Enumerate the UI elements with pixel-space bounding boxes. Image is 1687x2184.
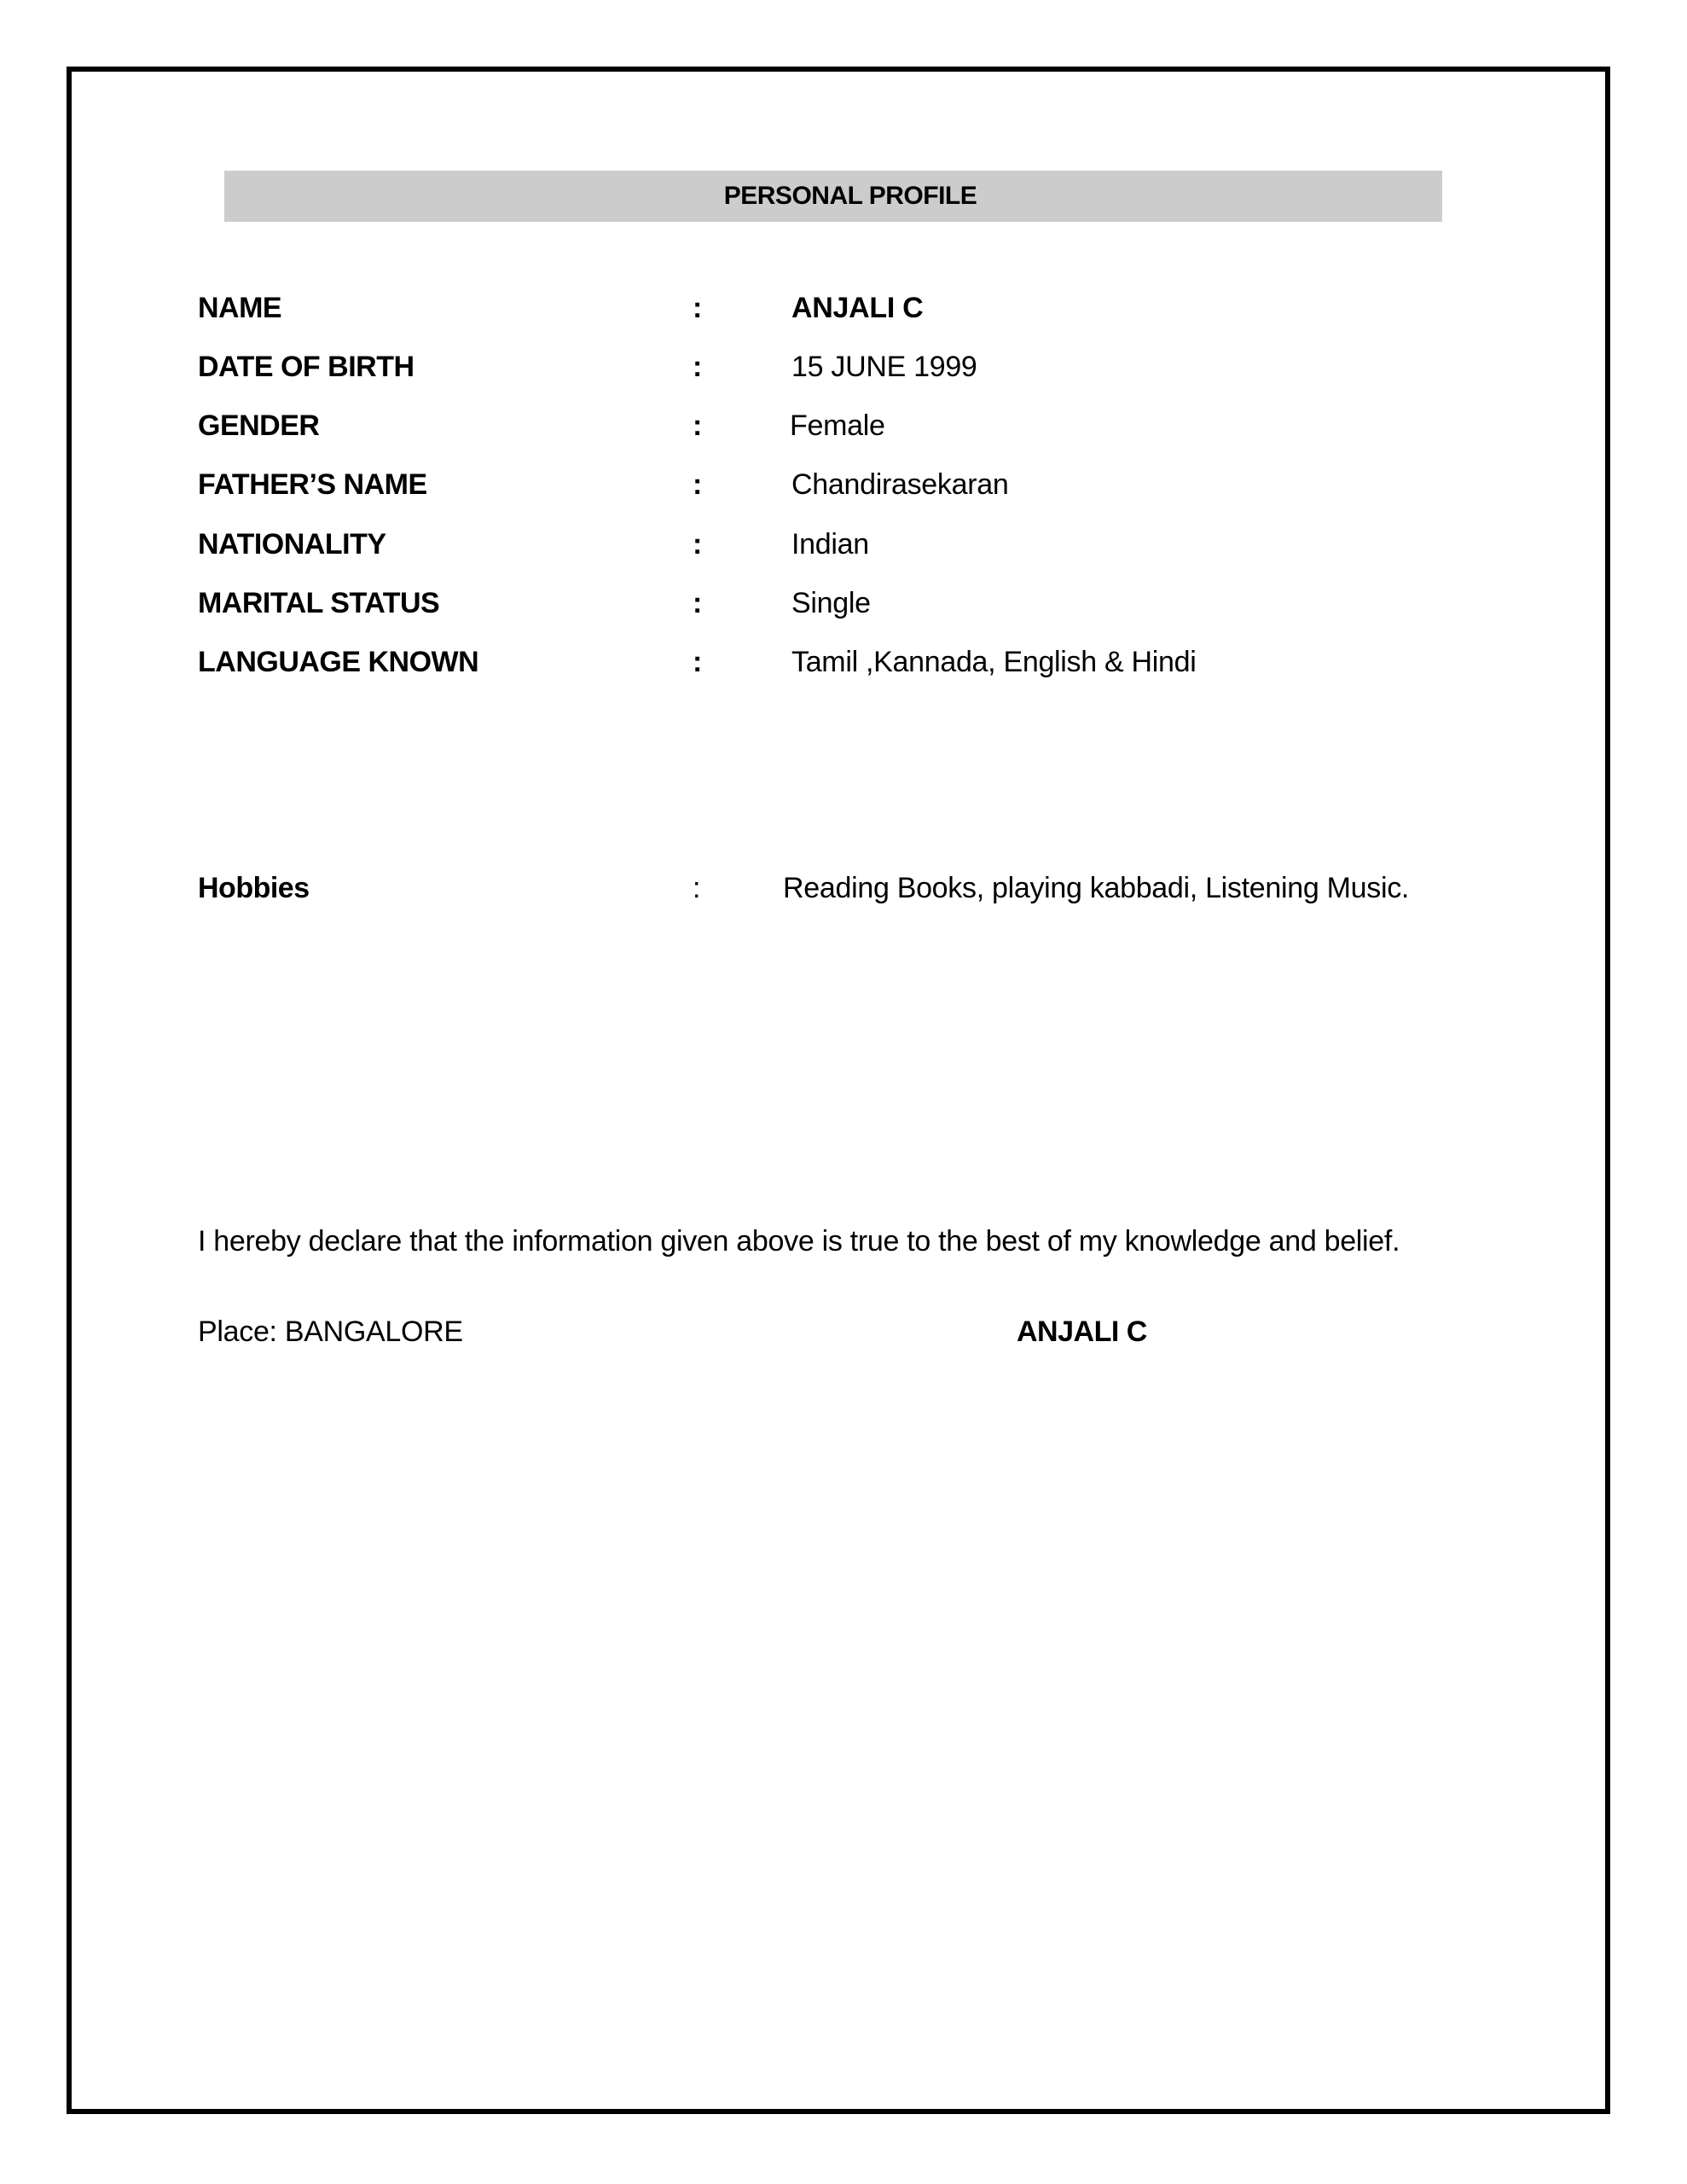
profile-row-gender xyxy=(0,410,1687,452)
field-label: LANGUAGE KNOWN xyxy=(198,646,479,678)
field-value: Chandirasekaran xyxy=(791,468,1009,501)
field-separator: : xyxy=(693,587,703,619)
field-label: MARITAL STATUS xyxy=(198,587,440,619)
hobbies-row xyxy=(0,872,1687,915)
hobbies-separator: : xyxy=(693,872,701,904)
profile-row-name xyxy=(0,292,1687,334)
field-separator: : xyxy=(693,351,703,383)
field-separator: : xyxy=(693,410,703,442)
section-title: PERSONAL PROFILE xyxy=(723,182,977,210)
profile-row-date-of-birth xyxy=(0,351,1687,393)
hobbies-label: Hobbies xyxy=(198,872,310,904)
field-value: Female xyxy=(790,410,885,442)
field-label: DATE OF BIRTH xyxy=(198,351,415,383)
field-separator: : xyxy=(693,292,703,324)
field-value: Single xyxy=(791,587,871,619)
field-separator: : xyxy=(693,646,703,678)
field-label: NATIONALITY xyxy=(198,528,386,561)
field-value: Indian xyxy=(791,528,869,561)
declaration-text: I hereby declare that the information given above is true to the best of my knowledge and belief. xyxy=(198,1225,1400,1258)
field-separator: : xyxy=(693,528,703,561)
field-label: GENDER xyxy=(198,410,320,442)
profile-row-language-known xyxy=(0,646,1687,688)
profile-row-nationality xyxy=(0,528,1687,571)
signature-name: ANJALI C xyxy=(1017,1316,1147,1348)
section-header-personal-profile xyxy=(224,171,1442,222)
field-value: Tamil ,Kannada, English & Hindi xyxy=(791,646,1197,678)
field-value: 15 JUNE 1999 xyxy=(791,351,977,383)
field-label: NAME xyxy=(198,292,282,324)
place-text: Place: BANGALORE xyxy=(198,1316,463,1348)
field-value: ANJALI C xyxy=(791,292,924,324)
profile-row-marital-status xyxy=(0,587,1687,630)
hobbies-value: Reading Books, playing kabbadi, Listening Music. xyxy=(783,872,1410,904)
field-separator: : xyxy=(693,468,703,501)
profile-row-fathers-name xyxy=(0,468,1687,511)
field-label: FATHER’S NAME xyxy=(198,468,427,501)
